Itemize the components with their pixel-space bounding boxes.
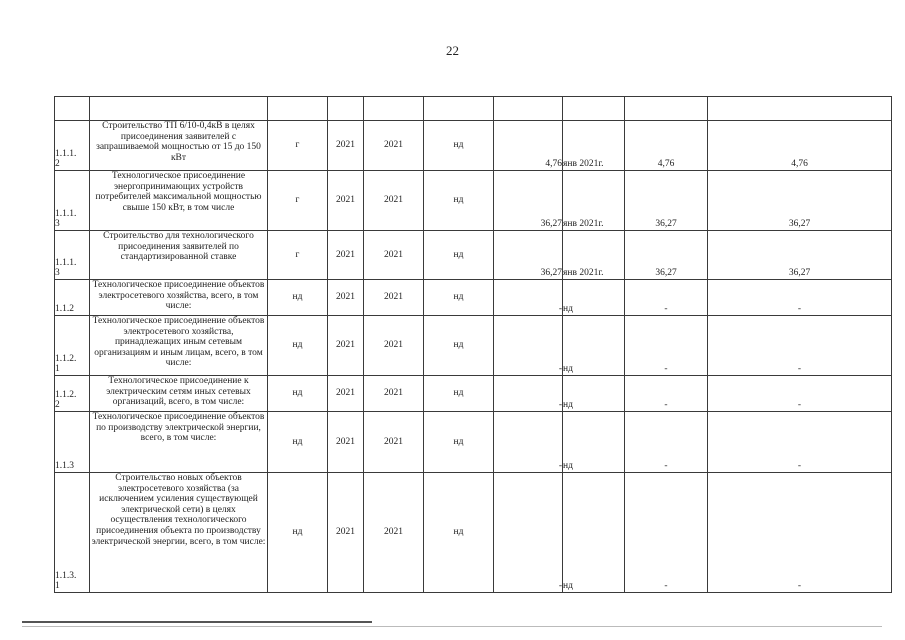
- start-year-cell: 2021: [328, 171, 364, 231]
- row-description: [90, 97, 268, 121]
- table-row: [55, 280, 892, 316]
- table-row: [55, 97, 892, 121]
- unit-cell: нд: [268, 376, 328, 412]
- row-number: 1.1.2. 2: [55, 376, 90, 412]
- status-cell: нд: [424, 280, 494, 316]
- plan-value-cell: 36,27: [625, 231, 708, 280]
- end-year-cell: 2021: [364, 376, 424, 412]
- plan-value-cell: 36,27: [625, 171, 708, 231]
- date-cell: нд: [563, 473, 625, 593]
- total-value-cell: -: [708, 412, 892, 473]
- end-year-cell: 2021: [364, 121, 424, 171]
- start-year-cell: 2021: [328, 376, 364, 412]
- row-description: Строительство новых объектов электросетевого хозяйства (за исключением усиления существующей электрической сети) в целях осуществления технологического присоединения объекта по производству электрической энергии, всего, в том числе:: [90, 473, 268, 593]
- table-row: [55, 316, 892, 376]
- status-cell: нд: [424, 316, 494, 376]
- row-number: 1.1.3. 1: [55, 473, 90, 593]
- table-row: [55, 231, 892, 280]
- status-cell: [424, 97, 494, 121]
- plan-value-cell: [625, 97, 708, 121]
- plan-value-cell: 4,76: [625, 121, 708, 171]
- total-value-cell: -: [708, 316, 892, 376]
- total-value-cell: 4,76: [708, 121, 892, 171]
- row-description: Технологическое присоединение объектов электросетевого хозяйства, принадлежащих иным сетевым организациям и иным лицам, всего, в том числе:: [90, 316, 268, 376]
- end-year-cell: 2021: [364, 316, 424, 376]
- unit-cell: г: [268, 121, 328, 171]
- total-value-cell: -: [708, 376, 892, 412]
- row-description: Строительство ТП 6/10-0,4кВ в целях присоединения заявителей с запрашиваемой мощностью от 15 до 150 кВт: [90, 121, 268, 171]
- start-year-cell: 2021: [328, 316, 364, 376]
- total-value-cell: -: [708, 280, 892, 316]
- status-cell: нд: [424, 376, 494, 412]
- value-cell: -: [494, 280, 563, 316]
- row-number: 1.1.1. 2: [55, 121, 90, 171]
- date-cell: [563, 97, 625, 121]
- total-value-cell: -: [708, 473, 892, 593]
- start-year-cell: [328, 97, 364, 121]
- unit-cell: нд: [268, 280, 328, 316]
- end-year-cell: 2021: [364, 412, 424, 473]
- page-number: 22: [446, 43, 459, 58]
- total-value-cell: 36,27: [708, 171, 892, 231]
- date-cell: нд: [563, 376, 625, 412]
- start-year-cell: 2021: [328, 121, 364, 171]
- end-year-cell: [364, 97, 424, 121]
- total-value-cell: 36,27: [708, 231, 892, 280]
- date-cell: нд: [563, 412, 625, 473]
- status-cell: нд: [424, 121, 494, 171]
- table-row: [55, 376, 892, 412]
- end-year-cell: 2021: [364, 473, 424, 593]
- plan-value-cell: -: [625, 280, 708, 316]
- row-description: Строительство для технологического присоединения заявителей по стандартизированной ставке: [90, 231, 268, 280]
- total-value-cell: [708, 97, 892, 121]
- row-description: Технологическое присоединение объектов электросетевого хозяйства, всего, в том числе:: [90, 280, 268, 316]
- unit-cell: г: [268, 171, 328, 231]
- date-cell: нд: [563, 316, 625, 376]
- table-row: [55, 171, 892, 231]
- unit-cell: нд: [268, 316, 328, 376]
- start-year-cell: 2021: [328, 231, 364, 280]
- row-number: 1.1.1. 3: [55, 231, 90, 280]
- row-number: 1.1.1. 3: [55, 171, 90, 231]
- value-cell: [494, 97, 563, 121]
- row-description: Технологическое присоединение к электрическим сетям иных сетевых организаций, всего, в том числе:: [90, 376, 268, 412]
- row-number: 1.1.3: [55, 412, 90, 473]
- unit-cell: [268, 97, 328, 121]
- status-cell: нд: [424, 171, 494, 231]
- status-cell: нд: [424, 231, 494, 280]
- investment-table: [54, 96, 892, 593]
- row-description: Технологическое присоединение объектов по производству электрической энергии, всего, в том числе:: [90, 412, 268, 473]
- value-cell: -: [494, 412, 563, 473]
- row-description: Технологическое присоединение энергопринимающих устройств потребителей максимальной мощностью свыше 150 кВт, в том числе: [90, 171, 268, 231]
- status-cell: нд: [424, 473, 494, 593]
- date-cell: нд: [563, 280, 625, 316]
- date-cell: янв 2021г.: [563, 231, 625, 280]
- date-cell: янв 2021г.: [563, 121, 625, 171]
- start-year-cell: 2021: [328, 473, 364, 593]
- end-year-cell: 2021: [364, 171, 424, 231]
- value-cell: 4,76: [494, 121, 563, 171]
- date-cell: янв 2021г.: [563, 171, 625, 231]
- start-year-cell: 2021: [328, 412, 364, 473]
- end-year-cell: 2021: [364, 280, 424, 316]
- end-year-cell: 2021: [364, 231, 424, 280]
- plan-value-cell: -: [625, 412, 708, 473]
- footer-rule-faint: [22, 626, 882, 627]
- start-year-cell: 2021: [328, 280, 364, 316]
- unit-cell: нд: [268, 412, 328, 473]
- value-cell: 36,27: [494, 171, 563, 231]
- table-row: [55, 121, 892, 171]
- unit-cell: нд: [268, 473, 328, 593]
- row-number: 1.1.2. 1: [55, 316, 90, 376]
- value-cell: 36,27: [494, 231, 563, 280]
- plan-value-cell: -: [625, 376, 708, 412]
- unit-cell: г: [268, 231, 328, 280]
- row-number: 1.1.2: [55, 280, 90, 316]
- footer-rule: [22, 621, 372, 623]
- value-cell: -: [494, 316, 563, 376]
- table-row: [55, 473, 892, 593]
- status-cell: нд: [424, 412, 494, 473]
- value-cell: -: [494, 473, 563, 593]
- plan-value-cell: -: [625, 316, 708, 376]
- plan-value-cell: -: [625, 473, 708, 593]
- value-cell: -: [494, 376, 563, 412]
- row-number: [55, 97, 90, 121]
- table-row: [55, 412, 892, 473]
